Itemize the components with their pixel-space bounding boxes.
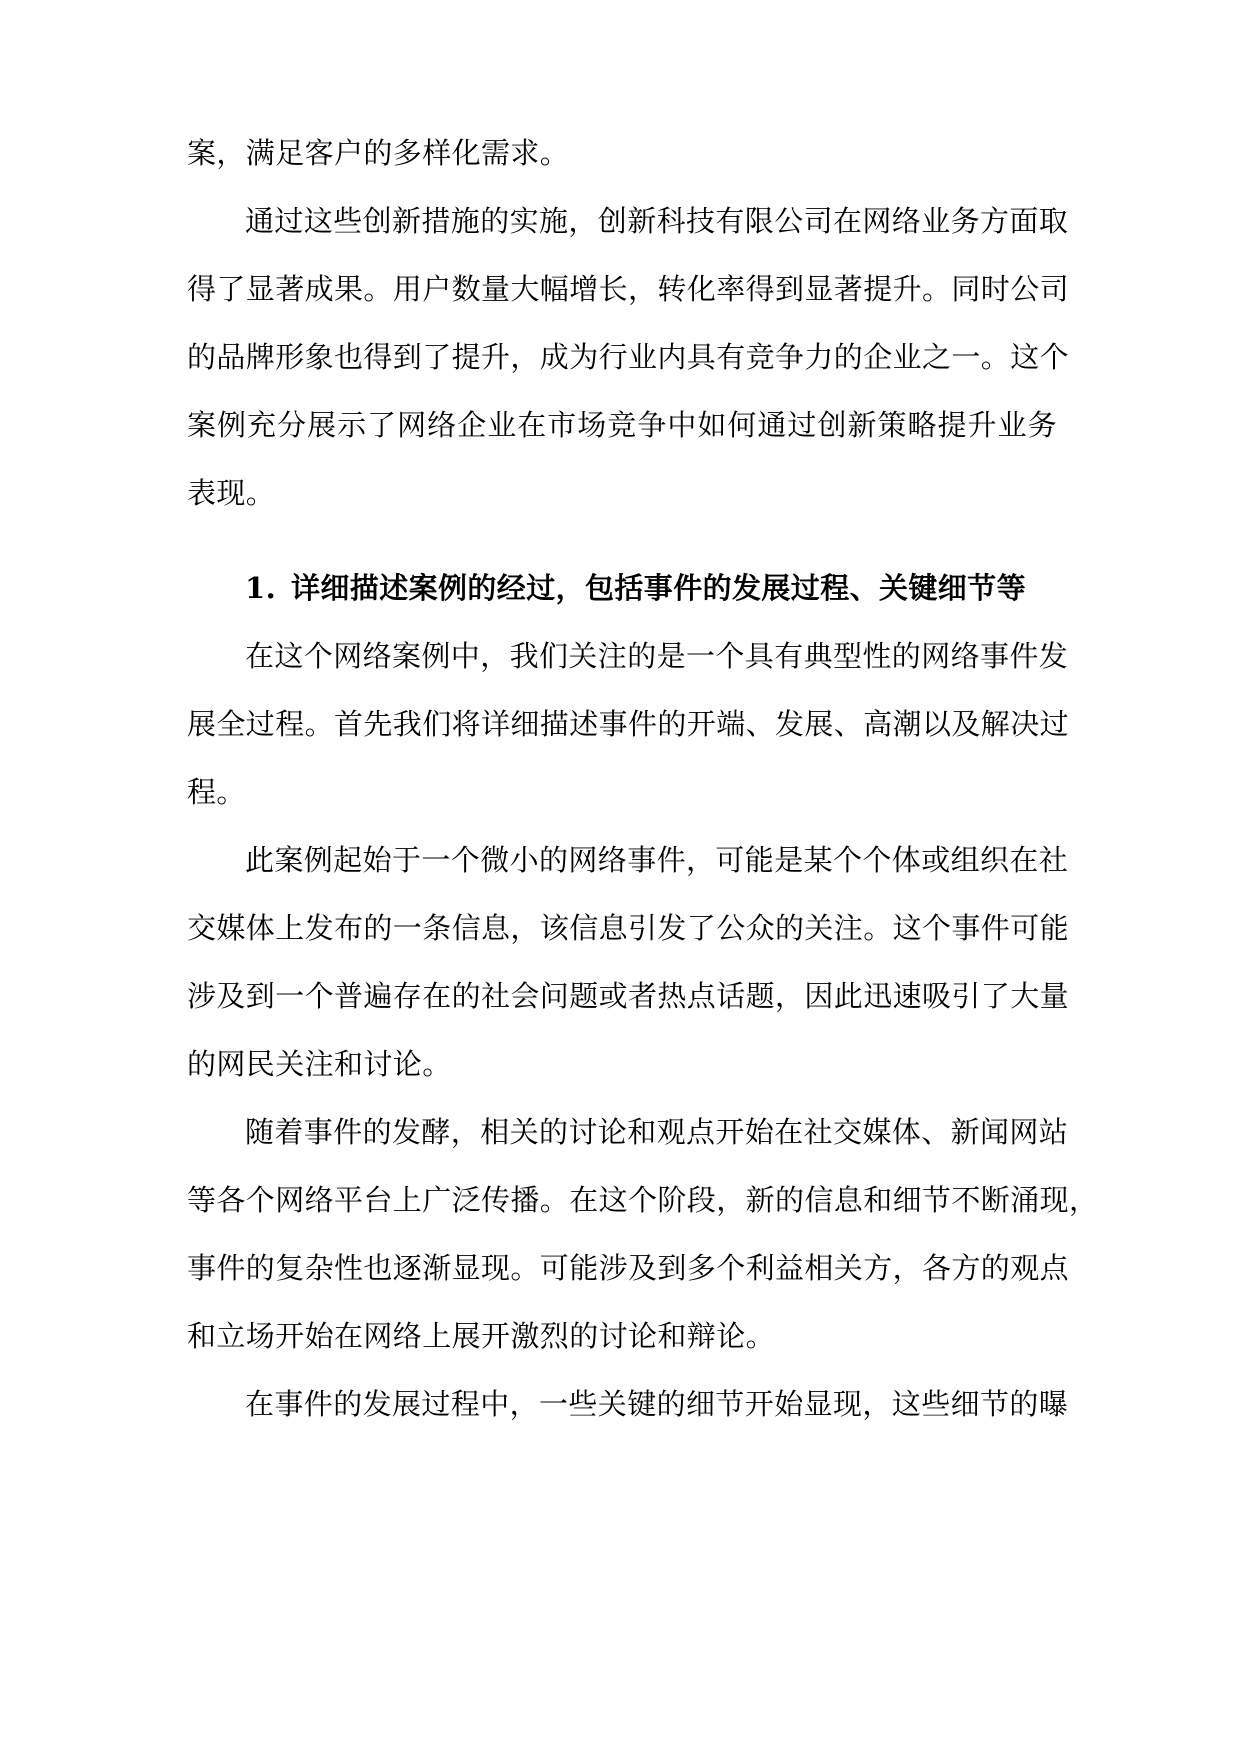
text-line: 交媒体上发布的一条信息，该信息引发了公众的关注。这个事件可能	[187, 911, 1070, 945]
text-line: 此案例起始于一个微小的网络事件，可能是某个个体或组织在社	[245, 843, 1069, 877]
text-line: 事件的复杂性也逐渐显现。可能涉及到多个利益相关方，各方的观点	[187, 1251, 1070, 1285]
text-line: 案，满足客户的多样化需求。	[187, 136, 570, 170]
text-line: 在这个网络案例中，我们关注的是一个具有典型性的网络事件发	[245, 639, 1069, 673]
heading-text: 详细描述案例的经过，包括事件的发展过程、关键细节等	[291, 571, 1027, 605]
text-line: 得了显著成果。用户数量大幅增长，转化率得到显著提升。同时公司	[187, 272, 1070, 306]
text-line: 程。	[187, 775, 246, 809]
text-line: 的网民关注和讨论。	[187, 1047, 452, 1081]
heading-number: 1.	[245, 571, 277, 605]
text-line: 的品牌形象也得到了提升，成为行业内具有竞争力的企业之一。这个	[187, 340, 1070, 374]
text-line: 展全过程。首先我们将详细描述事件的开端、发展、高潮以及解决过	[187, 707, 1070, 741]
text-line: 随着事件的发酵，相关的讨论和观点开始在社交媒体、新闻网站	[245, 1115, 1069, 1149]
text-line: 等各个网络平台上广泛传播。在这个阶段，新的信息和细节不断涌现，	[187, 1183, 1099, 1217]
section-heading	[245, 568, 1057, 608]
text-line: 涉及到一个普遍存在的社会问题或者热点话题，因此迅速吸引了大量	[187, 979, 1070, 1013]
text-line: 表现。	[187, 476, 276, 510]
text-line: 通过这些创新措施的实施，创新科技有限公司在网络业务方面取	[245, 204, 1069, 238]
text-line: 和立场开始在网络上展开激烈的讨论和辩论。	[187, 1319, 776, 1353]
text-line: 在事件的发展过程中，一些关键的细节开始显现，这些细节的曝	[245, 1387, 1069, 1421]
text-line: 案例充分展示了网络企业在市场竞争中如何通过创新策略提升业务	[187, 408, 1057, 442]
